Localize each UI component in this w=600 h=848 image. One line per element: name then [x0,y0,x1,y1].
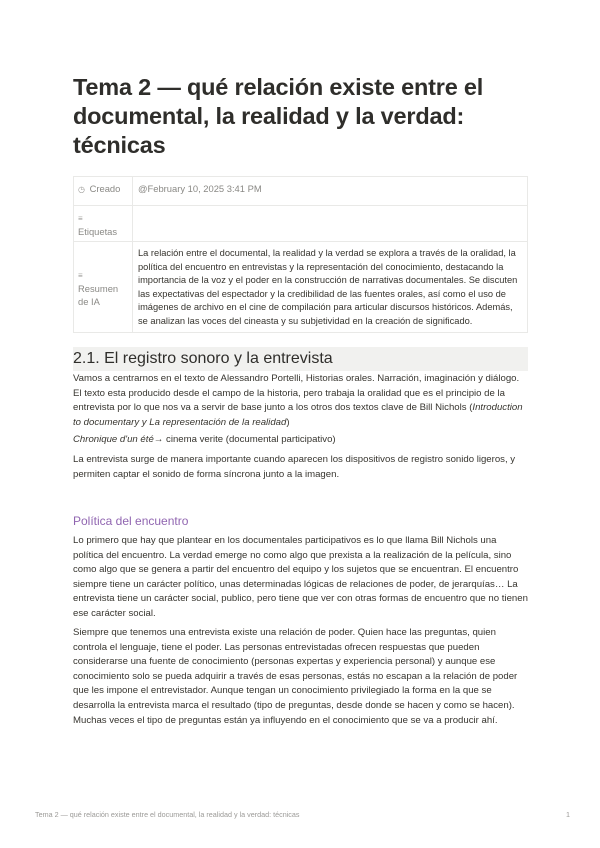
property-value-tags[interactable] [133,206,528,242]
page-footer [35,810,575,819]
property-label-summary: Resumen de IA [78,282,119,307]
paragraph-politica-2: Siempre que tenemos una entrevista existe una relación de poder. Quien hace las preguntas, quien controla el lenguaje, tiene el poder. Las personas entrevistadas ofrecen respuestas que pueden considerarse una fuente de conocimiento (personas expertas y experiencia personal) y aunque ese conocimiento solo se pueda adquirir a través de esas personas, estás no escapan a la relación de poder que les impone el entrevistador. Aunque tengan un conocimiento privilegiado la forma en la que se desarrolla la entrevista marca el resultado (tipo de preguntas, desde donde se hacen y como se hacen). Muchas veces el tipo de preguntas están ya influyendo en el conocimiento que se va a producir ahí. [73,627,518,726]
subheading-politica-del-encuentro: Política del encuentro [73,514,189,528]
property-key-summary [74,242,133,333]
paragraph-entrevista: La entrevista surge de manera importante cuando aparecen los dispositivos de registro sonido ligeros, y permiten captar el sonido de forma síncrona junto a la imagen. [73,454,516,480]
property-label-created: Creado [89,183,121,194]
footer-title: Tema 2 — qué relación existe entre el documental, la realidad y la verdad: técnicas [35,810,300,819]
paragraph-politica-1: Lo primero que hay que plantear en los documentales participativos es lo que llama Bill Nichols una política del encuentro. La verdad emerge no como algo que prexista a la realización de la película, sino como algo que se genera a partir del encuentro del equipo y los sujetos que se encuentran. El encuentro siempre tiene un carácter político, unas determinadas lógicas de relaciones de poder, de jerarquías… La entrevista tiene un carácter social, publico, pero tiene que ver con otras formas de encuentro que no tienen ese carácter social. [73,535,528,619]
property-value-summary[interactable]: La relación entre el documental, la realidad y la verdad se explora a través de la oralidad, la política del encuentro en entrevistas y la representación del conocimiento, destacando la importancia de la voz y el poder en la construcción de narrativas documentales. Se discuten las expectativas del espectador y la credibilidad de las fuentes orales, así como el uso de imágenes de archivo en el cine de compilación para articular discursos históricos. Además, se analizan las voces del cineasta y su subjetividad en la creación de significado. [133,242,528,333]
paragraph-portelli-end: ) [286,416,290,428]
property-row-tags [74,206,528,242]
paragraph-chronique-text: → cinema verite (documental participativo) [153,434,336,445]
paragraph-portelli [73,372,528,430]
property-row-created [74,177,528,206]
paragraph-chronique [73,433,528,448]
paragraph-portelli-italic: Introduction to documentary y La representación de la realidad [73,402,523,428]
paragraph-chronique-italic: Chronique d'un été [73,434,154,445]
text-lines-icon: ≡ [78,270,83,280]
footer-page-number: 1 [566,810,570,819]
paragraph-portelli-text: Vamos a centrarnos en el texto de Alessandro Portelli, Historias orales. Narración, imaginación y diálogo. El texto esta producido desde el campo de la historia, pero trabaja la oralidad que es el principio de la entrevista por lo que nos va a servir de base junto a los otros dos textos clave de Bill Nichols ( [73,373,520,414]
property-row-summary [74,242,528,333]
clock-icon: ◷ [78,185,85,194]
properties-table [73,176,528,333]
property-label-tags: Etiquetas [78,226,118,237]
section-heading-registro-sonoro: 2.1. El registro sonoro y la entrevista [73,347,528,371]
property-key-tags [74,206,133,242]
list-icon: ≡ [78,214,83,223]
property-value-created[interactable]: @February 10, 2025 3:41 PM [133,177,528,206]
property-key-created [74,177,133,206]
page-title: Tema 2 — qué relación existe entre el documental, la realidad y la verdad: técnicas [73,74,484,158]
